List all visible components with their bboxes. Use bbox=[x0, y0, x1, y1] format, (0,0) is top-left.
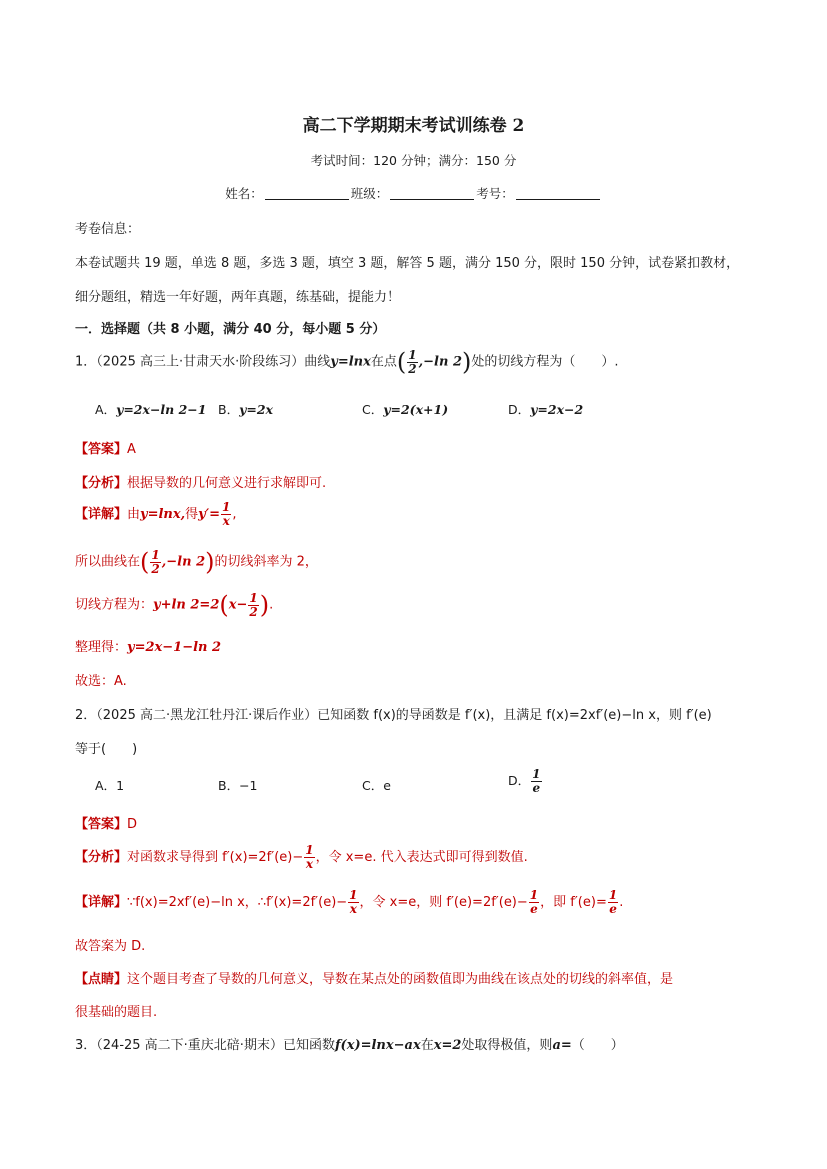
exam-info: 考试时间：120 分钟；满分：150 分 bbox=[310, 153, 517, 168]
q1-slope: 所以曲线在( $\frac{1}{2}$ ,−ln 2)的切线斜率为 2， bbox=[75, 547, 318, 576]
page-title: 高二下学期期末考试训练卷 2 bbox=[302, 116, 525, 136]
q1-simplify: 整理得：y=2x−1−ln 2 bbox=[75, 640, 222, 655]
intro-heading: 考卷信息： bbox=[75, 222, 141, 237]
q2-option-b: B．−1 bbox=[218, 778, 258, 793]
name-blank bbox=[265, 185, 349, 200]
q1-tangent: 切线方程为：y+ln 2=2(x− $\frac{1}{2}$ ). bbox=[75, 590, 274, 619]
q1-analysis: 【分析】根据导数的几何意义进行求解即可. bbox=[75, 476, 327, 491]
q2-detail: 【详解】∵f(x)=2xf′(e)−ln x，∴f′(x)=2f′(e)− $\frac{1}{x}$ ，令 x=e，则 f′(e)=2f′(e)− $\frac{1}{e}$ ，即 f′(e)= $\frac{1}{e}$ . bbox=[75, 888, 624, 916]
number-blank bbox=[516, 185, 600, 200]
q2-option-c: C．e bbox=[362, 778, 391, 793]
q1-detail: 【详解】由y=lnx,得y′= $\frac{1}{x}$ , bbox=[75, 500, 237, 528]
q1-option-d: D．y=2x−2 bbox=[508, 402, 584, 417]
q1-fraction: $\frac{1}{2}$ bbox=[408, 347, 417, 376]
name-label: 姓名： bbox=[225, 186, 263, 201]
q2-stem-line-1: 2．（2025 高二·黑龙江牡丹江·课后作业）已知函数 f(x)的导函数是 f′(x)，且满足 f(x)=2xf′(e)−ln x，则 f′(e) bbox=[75, 708, 712, 723]
q1-option-a: A．y=2x−ln 2−1 bbox=[95, 402, 207, 417]
class-blank bbox=[390, 185, 474, 200]
q2-comment-line-2: 很基础的题目. bbox=[75, 1005, 158, 1020]
intro-line-1: 本卷试题共 19 题，单选 8 题，多选 3 题，填空 3 题，解答 5 题，满分 150 分，限时 150 分钟，试卷紧扣教材， bbox=[75, 256, 740, 271]
q2-option-d: D． $\frac{1}{e}$ bbox=[508, 767, 541, 795]
q1-answer: 【答案】A bbox=[75, 442, 136, 457]
section-heading: 一．选择题（共 8 小题，满分 40 分，每小题 5 分） bbox=[75, 322, 386, 337]
number-label: 考号： bbox=[476, 186, 514, 201]
q1-prefix: 1．（2025 高三上·甘肃天水·阶段练习）曲线 bbox=[75, 354, 331, 370]
q1-choose: 故选：A. bbox=[75, 674, 127, 689]
q2-analysis: 【分析】对函数求导得到 f′(x)=2f′(e)− $\frac{1}{x}$ ，令 x=e. 代入表达式即可得到数值. bbox=[75, 843, 528, 871]
q1-stem bbox=[75, 347, 619, 378]
q2-stem-line-2: 等于( ) bbox=[75, 742, 138, 757]
student-info-row bbox=[0, 184, 827, 202]
q2-option-a: A．1 bbox=[95, 778, 125, 793]
q1-curve: y=lnx bbox=[330, 354, 371, 370]
intro-line-2: 细分题组，精选一年好题，两年真题，练基础，提能力！ bbox=[75, 290, 401, 305]
q2-comment-line-1: 【点睛】这个题目考查了导数的几何意义，导数在某点处的函数值即为曲线在该点处的切线的斜率值，是 bbox=[75, 972, 674, 987]
class-label: 班级： bbox=[350, 186, 389, 201]
paren-open: ( bbox=[396, 348, 407, 376]
q1-suffix: 处的切线方程为（ ）. bbox=[471, 354, 619, 370]
q3-stem: 3．（24-25 高二下·重庆北碚·期末）已知函数f(x)=lnx−ax在x=2处取得极值，则a=（ ） bbox=[75, 1038, 624, 1053]
paren-close: ) bbox=[462, 348, 472, 376]
q2-conclusion: 故答案为 D. bbox=[75, 939, 146, 954]
q1-option-c: C．y=2(x+1) bbox=[362, 402, 449, 417]
q1-at-point: 在点 bbox=[370, 354, 397, 370]
q2-answer: 【答案】D bbox=[75, 817, 138, 832]
q1-point-rest: ,−ln 2 bbox=[418, 354, 462, 370]
q1-option-b: B．y=2x bbox=[218, 402, 273, 417]
